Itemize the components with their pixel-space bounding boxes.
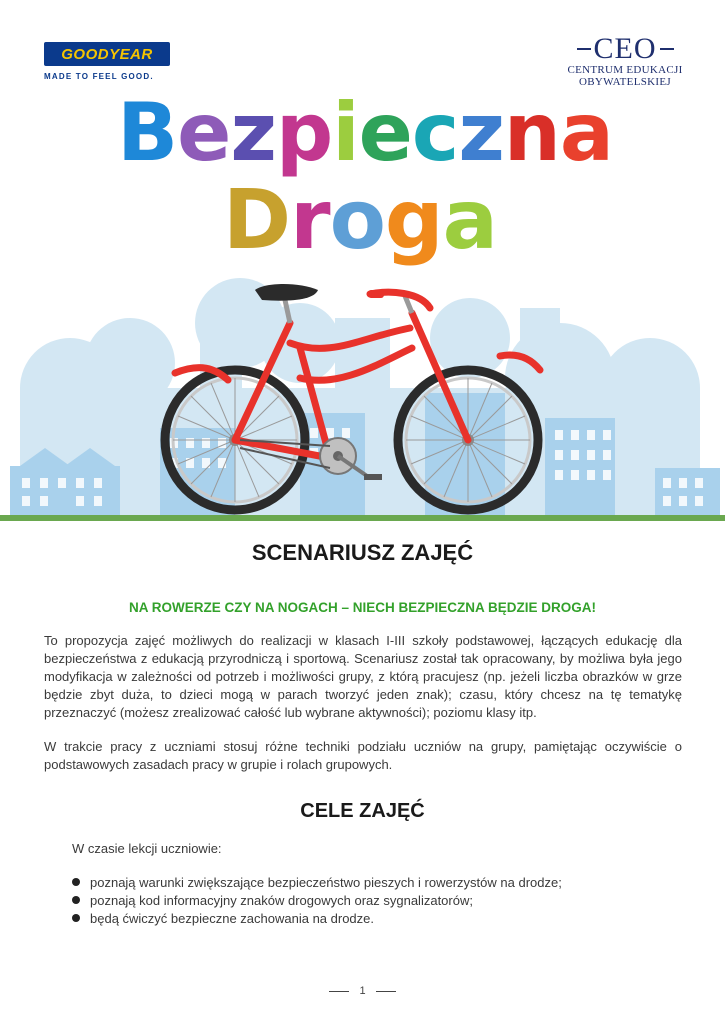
group-work-paragraph: W trakcie pracy z uczniami stosuj różne techniki podziału uczniów na grupy, pamiętając oczywiście o podstawowych zasadach pracy w grupie i rolach grupowych. — [44, 739, 682, 772]
title-letter: z — [458, 86, 504, 179]
title-letter: e — [177, 86, 231, 179]
title-letter: g — [384, 173, 443, 268]
goal-text: poznają warunki zwiększające bezpieczeństwo pieszych i rowerzystów na drodze; — [90, 875, 562, 890]
ceo-logo — [560, 34, 690, 88]
title-letter: a — [559, 86, 613, 179]
title-letter: i — [332, 86, 359, 179]
ceo-line2: OBYWATELSKIEJ — [579, 76, 671, 88]
goals-list — [72, 874, 562, 928]
page-number-text: 1 — [359, 985, 366, 997]
title-letter: r — [290, 173, 330, 268]
bullet-icon — [72, 914, 80, 922]
page-heading: SCENARIUSZ ZAJĘĆ — [251, 540, 474, 565]
goodyear-logo — [44, 42, 170, 81]
title-letter: o — [329, 173, 385, 268]
bike-city-illustration — [0, 268, 725, 523]
title-letter: B — [117, 86, 178, 179]
title-graphic — [117, 82, 613, 268]
handlebar — [368, 290, 430, 313]
goal-text: poznają kod informacyjny znaków drogowych oraz sygnalizatorów; — [90, 893, 473, 908]
title-letter: c — [411, 86, 459, 179]
bullet-icon — [72, 896, 80, 904]
goodyear-tagline: MADE TO FEEL GOOD. — [44, 72, 154, 81]
ground-line — [0, 515, 725, 521]
intro-paragraph: To propozycja zajęć możliwych do realizacji w klasach I-III szkoły podstawowej, łączących edukację dla bezpieczeństwa z edukacją przyrodniczą i sportową. Scenariusz został tak opracowany, by możliwa była jego modyfikacja w zależności od potrzeb i możliwości grupy, z którą pracujesz (np. jeżeli liczba obrazków w grze będzie zbyt duża, to dzieci mogą w parach tworzyć jeden znak); czasu, który chcesz na tę tematykę przeznaczyć (możesz zrealizować całość lub wybrane aktywności); poziomu klasy itp. — [44, 633, 682, 720]
title-letter: e — [358, 86, 412, 179]
bullet-icon — [72, 878, 80, 886]
goodyear-wordmark — [44, 42, 170, 66]
goals-heading: CELE ZAJĘĆ — [300, 800, 425, 822]
ceo-line1: CENTRUM EDUKACJI — [567, 64, 683, 76]
ceo-mark — [560, 34, 690, 64]
list-item — [72, 892, 562, 910]
title-letter: a — [442, 173, 497, 268]
goodyear-name: GOODYEAR — [61, 45, 153, 63]
title-letter: n — [503, 86, 560, 179]
ceo-mark-text: CEO — [593, 32, 657, 65]
title-line2 — [223, 173, 497, 268]
goals-intro: W czasie lekcji uczniowie: — [72, 841, 222, 856]
page-subtitle: NA ROWERZE CZY NA NOGACH – NIECH BEZPIECZNA BĘDZIE DROGA! — [128, 600, 596, 615]
list-item — [72, 874, 562, 892]
title-line1 — [117, 86, 613, 179]
list-item — [72, 910, 562, 928]
title-letter: p — [275, 86, 333, 179]
goal-text: będą ćwiczyć bezpieczne zachowania na drodze. — [90, 911, 375, 926]
title-letter: D — [223, 173, 291, 268]
title-letter: z — [230, 86, 276, 179]
page-number — [0, 985, 725, 997]
